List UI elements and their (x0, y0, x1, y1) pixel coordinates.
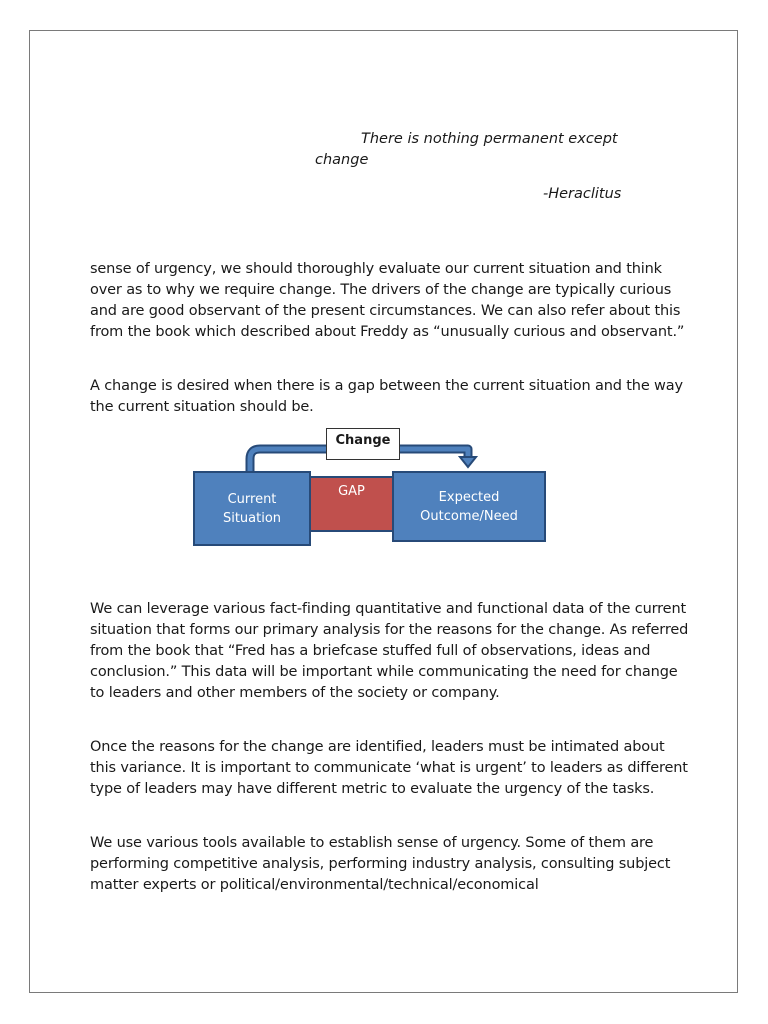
current-label-line2: Situation (222, 510, 282, 526)
expected-outcome-box (392, 471, 546, 542)
gap-box (309, 476, 394, 532)
expected-label-line2: Outcome/Need (420, 508, 518, 524)
gap-label: GAP (338, 484, 365, 499)
paragraph-leaders: Once the reasons for the change are identified, leaders must be intimated about this variance. It is important to communicate ‘what is urgent’ to leaders as different type of leaders may have different metric to evaluate the urgency of the tasks. (90, 739, 688, 797)
paragraph-tools: We use various tools available to establish sense of urgency. Some of them are performing competitive analysis, performing industry analysis, consulting subject matter experts or political/environmental/technical/economical (90, 835, 671, 893)
quote-line-1: There is nothing permanent except (361, 131, 618, 147)
paragraph-urgency: sense of urgency, we should thoroughly evaluate our current situation and think over as to why we require change. The drivers of the change are typically curious and are good observant of the present circumstances. We can also refer about this from the book which described about Freddy as “unusually curious and observant.” (90, 261, 685, 340)
quote-author: -Heraclitus (543, 186, 622, 202)
current-label-line1: Current (227, 491, 277, 507)
paragraph-data-analysis: We can leverage various fact-finding quantitative and functional data of the current situation that forms our primary analysis for the reasons for the change. As referred from the book that “Fred has a briefcase stuffed full of observations, ideas and conclusion.” This data will be important while communicating the need for change to leaders and other members of the society or company. (90, 601, 689, 701)
quote-line-2: change (315, 152, 369, 168)
change-label: Change (326, 428, 400, 460)
expected-label-line1: Expected (438, 489, 500, 505)
change-gap-diagram (190, 427, 550, 549)
paragraph-gap: A change is desired when there is a gap between the current situation and the way the current situation should be. (90, 378, 683, 415)
current-situation-box (193, 471, 311, 546)
